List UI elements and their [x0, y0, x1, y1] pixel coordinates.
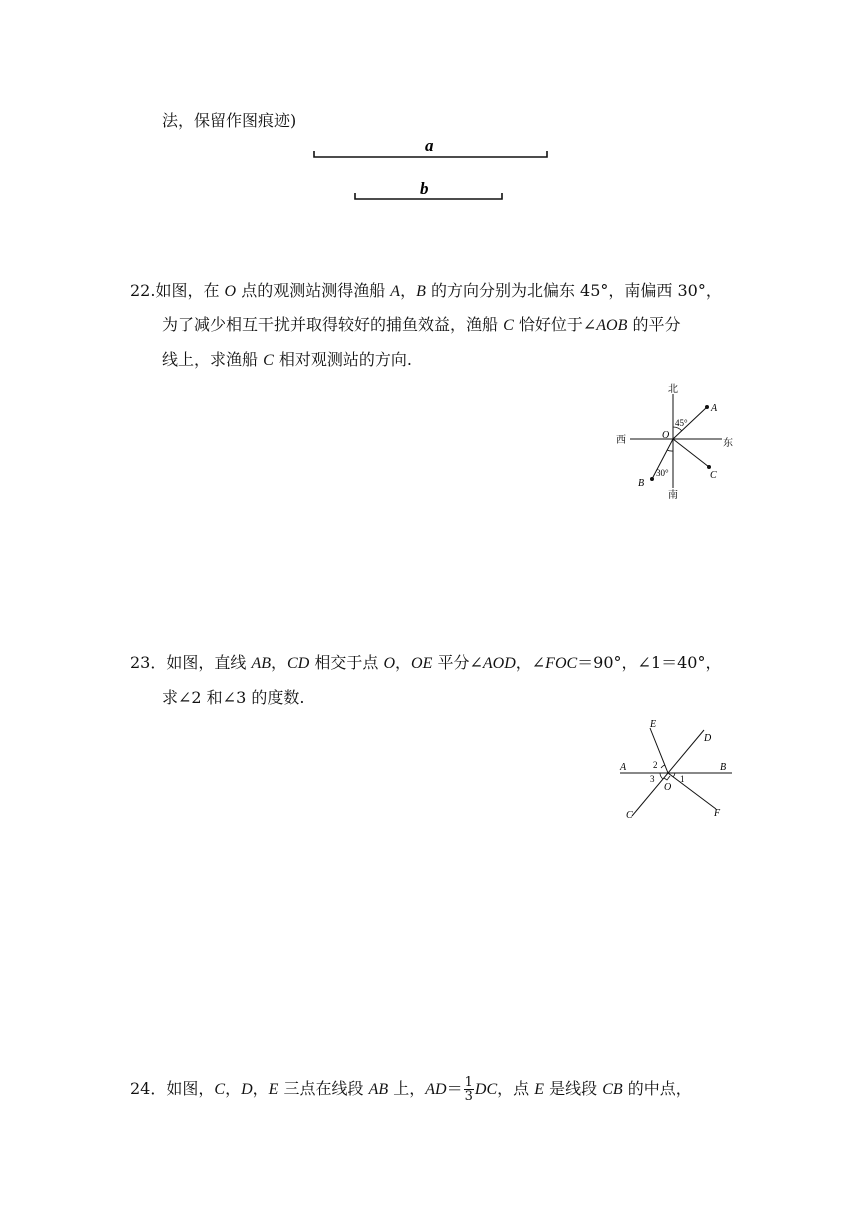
fraction-numerator: 1: [464, 1075, 473, 1090]
q22-compass-figure: [610, 380, 740, 505]
label-2: 2: [653, 760, 658, 770]
ray-OF: [668, 773, 716, 809]
label-O: O: [662, 430, 670, 441]
fraction-one-third: [464, 1076, 474, 1103]
text: 如图，: [166, 1079, 215, 1098]
label-north: 北: [668, 384, 678, 395]
q24-line-1: [130, 1074, 692, 1105]
text: 三点在线段: [278, 1079, 369, 1098]
q22-line-2: [162, 314, 680, 337]
text: ，点: [497, 1079, 535, 1098]
q21-tail-text: 法，保留作图痕迹): [162, 111, 297, 130]
point-E: E: [534, 1081, 544, 1098]
segment-AD: AD: [425, 1081, 447, 1098]
segment-DC: DC: [474, 1081, 498, 1098]
text: ，: [225, 1079, 242, 1098]
angle-arc-3: [660, 773, 663, 779]
text: 点的观测站测得渔船: [236, 281, 391, 300]
q22-line-1: [130, 280, 722, 303]
ray-OC: [673, 439, 709, 467]
label-30-degrees: 30°: [656, 468, 669, 478]
text: 上，: [388, 1079, 426, 1098]
fraction-denominator: 3: [464, 1089, 473, 1104]
text: 的方向分别为北偏东 45°，南偏西 30°，: [425, 281, 722, 300]
label-D: D: [704, 733, 712, 744]
angle-arc-1: [673, 773, 675, 777]
text: 线上，求渔船: [162, 350, 264, 369]
angle-arc-30: [667, 450, 673, 451]
ray-OE: OE: [411, 655, 433, 672]
segment-AB: AB: [368, 1081, 389, 1098]
label-A: A: [711, 403, 718, 414]
text: ，: [395, 653, 412, 672]
q23-line-1: [130, 652, 721, 675]
point-A: A: [390, 283, 401, 300]
text: 是线段: [544, 1079, 603, 1098]
point-O: O: [224, 283, 237, 300]
label-A: A: [620, 762, 627, 773]
text: 平分∠: [432, 653, 483, 672]
angle-AOD: AOD: [482, 655, 516, 672]
point-C: C: [503, 317, 514, 334]
q22-line-3: [162, 349, 412, 372]
label-3: 3: [650, 774, 655, 784]
q24-number: 24．: [130, 1079, 167, 1098]
text: ，: [271, 653, 288, 672]
point-D: D: [241, 1081, 253, 1098]
angle-FOC: FOC: [545, 655, 578, 672]
label-east: 东: [723, 438, 733, 449]
q23-number: 23．: [130, 653, 167, 672]
angle-arc-2: [661, 765, 665, 768]
label-west: 西: [616, 435, 626, 446]
point-O: O: [383, 655, 396, 672]
label-E: E: [650, 719, 657, 730]
point-B: B: [416, 283, 426, 300]
text: ＝: [446, 1079, 463, 1098]
text: ，: [252, 1079, 269, 1098]
line-CD: CD: [287, 655, 310, 672]
angle-AOB: AOB: [596, 317, 628, 334]
label-C: C: [626, 810, 633, 821]
text: 恰好位于∠: [513, 315, 597, 334]
point-C: C: [214, 1081, 226, 1098]
label-B: B: [720, 762, 727, 773]
text: ＝90°，∠1＝40°，: [577, 653, 722, 672]
label-O: O: [664, 782, 672, 793]
point-E: E: [268, 1081, 279, 1098]
segment-a-label: a: [425, 136, 434, 155]
segment-CB: CB: [602, 1081, 623, 1098]
text: 相交于点: [309, 653, 384, 672]
text: 的平分: [627, 315, 681, 334]
text: 的中点，: [622, 1079, 692, 1098]
segment-b-label: b: [420, 179, 429, 198]
q22-number: 22.: [130, 281, 156, 300]
q21-segments-figure: [305, 132, 560, 208]
text: ，∠: [515, 653, 546, 672]
text: 如图，在: [155, 281, 225, 300]
line-AB: AB: [251, 655, 272, 672]
label-45-degrees: 45°: [675, 418, 688, 428]
text: 如图，直线: [166, 653, 252, 672]
point-C: C: [263, 352, 274, 369]
label-F: F: [714, 808, 721, 819]
text: ，: [400, 281, 417, 300]
label-B: B: [638, 478, 645, 489]
q23-line-2: 求∠2 和∠3 的度数.: [162, 688, 305, 707]
text: 相对观测站的方向.: [273, 350, 412, 369]
label-1: 1: [680, 774, 685, 784]
point-C-dot: [707, 465, 711, 469]
q23-intersecting-lines-figure: [612, 714, 742, 824]
label-south: 南: [668, 490, 678, 501]
segment-b: [355, 193, 502, 199]
point-B-dot: [650, 477, 654, 481]
point-A-dot: [705, 405, 709, 409]
text: 为了减少相互干扰并取得较好的捕鱼效益，渔船: [162, 315, 504, 334]
label-C: C: [710, 470, 717, 481]
